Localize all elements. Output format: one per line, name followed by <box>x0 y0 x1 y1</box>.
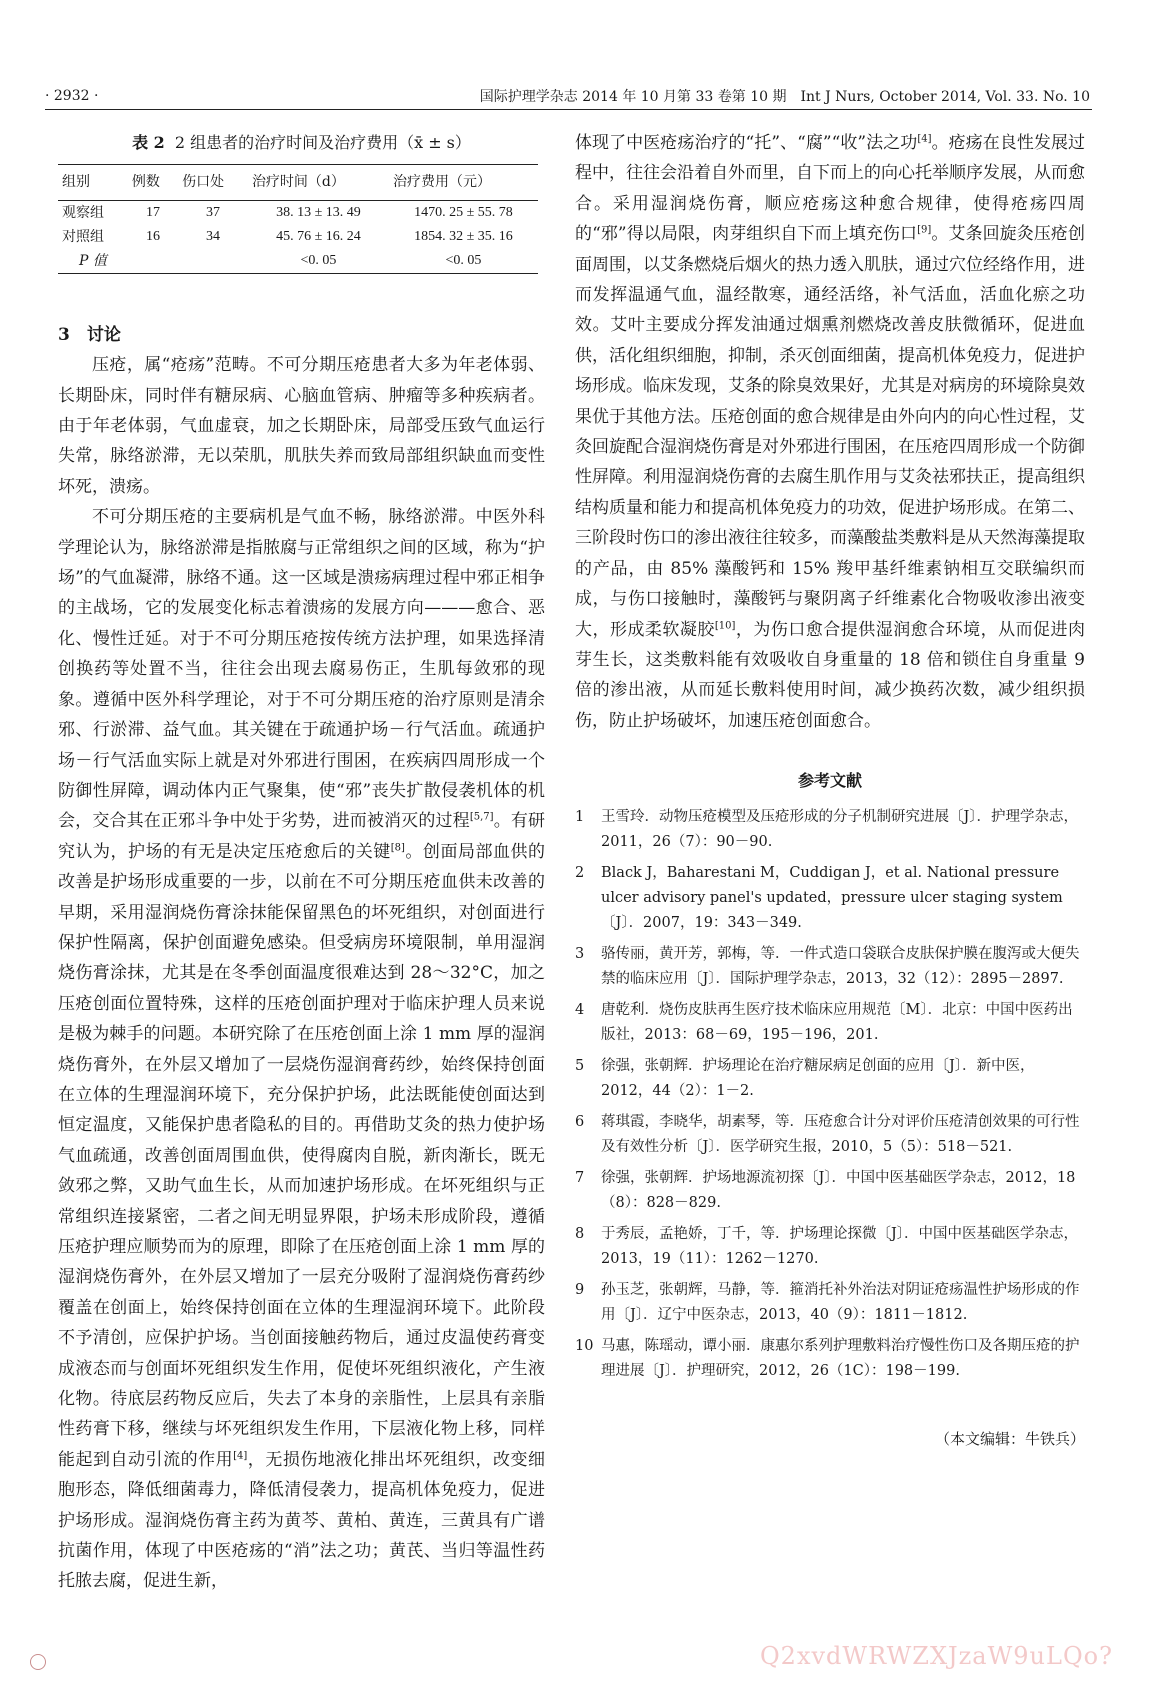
paragraph-text: ，为伤口愈合提供湿润愈合环境，从而促进肉芽生长，这类敷料能有效吸收自身重量的 18 倍和锁住自身重量 9 倍的渗出液，从而延长敷料使用时间，减少换药次数，减少组织损伤，防止护场破坏，加速压疮创面愈合。 <box>575 619 1086 731</box>
table-caption <box>58 128 545 158</box>
table-header-cell: 治疗费用（元） <box>389 165 538 200</box>
reference-item <box>575 1278 1085 1328</box>
reference-item <box>575 805 1085 855</box>
table-cell: 34 <box>206 228 221 244</box>
publisher-logo <box>30 1654 50 1670</box>
reference-number: 1 <box>575 808 585 825</box>
paragraph-text: 有研究认为，护场的有无是决定压疮愈后的关键 <box>58 811 546 862</box>
page-number: · 2932 · <box>45 88 99 104</box>
paragraph-text: 。创面局部血供的改善是护场形成重要的一步，以前在不可分期压疮血供未改善的早期，采用湿润烧伤膏涂抹能保留黑色的坏死组织，对创面进行保护性隔离，保护创面避免感染。但受病房环境限制，单用湿润烧伤膏涂抹，尤其是在冬季创面温度很难达到 28～32°C，加之压疮创面位置特殊，这样的压疮创面护理对于临床护理人员来说是极为棘手的问题。本研究除了在压疮创面上涂 1 mm 厚的湿润烧伤膏外，在外层又增加了一层烧伤湿润膏药纱，始终保持创面在立体的生理湿润环境下，充分保护护场，此法既能使创面达到恒定温度，又能保护患者隐私的目的。再借助艾灸的热力使护场气血疏通，改善创面周围血供，使得腐肉自脱，新肉渐长，既无敛邪之弊，又助气血生长，从而加速护场形成。在坏死组织与正常组织连接紧密，二者之间无明显界限，护场未形成阶段，遵循压疮护理应顺势而为的原理，即除了在压疮创面上涂 1 mm 厚的湿润烧伤膏外，在外层又增加了一层充分吸附了湿润烧伤膏药纱覆盖在创面上，始终保持创面在立体的生理湿润环境下。此阶段不予清创，应保护护场。当创面接触药物后，通过皮温使药膏变成液态而与创面坏死组织发生作用，促使坏死组织液化，产生液化物。待底层药物反应后，失去了本身的亲脂性，上层具有亲脂性药膏下移，继续与坏死组织发生作用，下层液化物上移，同样能起到自动引流的作用 <box>58 841 546 1470</box>
table-header-cell: 例数 <box>128 165 178 200</box>
table-header-row <box>58 165 538 200</box>
reference-number: 5 <box>575 1057 585 1074</box>
reference-text: 王雪玲．动物压疮模型及压疮形成的分子机制研究进展〔J〕．护理学杂志，2011，26（7）：90－90. <box>601 808 1079 850</box>
table-row <box>58 200 538 225</box>
table-caption-text: 2 组患者的治疗时间及治疗费用（x̄ ± s） <box>174 133 471 152</box>
running-header: 国际护理学杂志 2014 年 10 月第 33 卷第 10 期 Int J Nurs, October 2014, Vol. 33. No. 10 <box>479 89 1090 105</box>
citation: [4] <box>233 1450 248 1462</box>
reference-item <box>575 1054 1085 1104</box>
table-row-p-value <box>58 249 538 274</box>
citation: [4] <box>917 133 932 145</box>
header-rule <box>45 109 1092 110</box>
table-header-cell: 组别 <box>58 165 128 200</box>
reference-text: 徐强，张朝辉．护场地源流初探〔J〕．中国中医基础医学杂志，2012，18（8）：828－829. <box>601 1169 1076 1211</box>
table-cell: 对照组 <box>62 228 104 245</box>
table-cell: 37 <box>206 204 221 220</box>
table-cell: 观察组 <box>62 204 104 221</box>
table-caption-label: 表 2 <box>132 133 165 152</box>
table-header-cell: 治疗时间（d） <box>248 165 389 200</box>
reference-item <box>575 861 1085 936</box>
citation: [8] <box>390 842 405 854</box>
table-cell-empty <box>178 249 248 274</box>
references-list <box>575 805 1085 1384</box>
reference-text: 马惠，陈瑶动，谭小丽．康惠尔系列护理敷料治疗慢性伤口及各期压疮的护理进展〔J〕．护理研究，2012，26（1C）：198－199. <box>601 1337 1080 1379</box>
reference-number: 4 <box>575 1001 585 1018</box>
right-column <box>575 128 1085 1454</box>
reference-item <box>575 1166 1085 1216</box>
reference-text: 徐强，张朝辉．护场理论在治疗糖尿病足创面的应用〔J〕．新中医，2012，44（2）：1－2. <box>601 1057 1035 1099</box>
table-cell-empty <box>128 249 178 274</box>
reference-text: 骆传丽，黄开芳，郭梅，等．一件式造口袋联合皮肤保护膜在腹泻或大便失禁的临床应用〔J〕．国际护理学杂志，2013，32（12）：2895－2897. <box>601 945 1080 987</box>
reference-text: 孙玉芝，张朝辉，马静，等．箍消托补外治法对阴证疮疡温性护场形成的作用〔J〕．辽宁中医杂志，2013，40（9）：1811－1812. <box>601 1281 1080 1323</box>
p-value-label: P 值 <box>58 249 128 274</box>
left-column <box>58 128 545 1597</box>
reference-item <box>575 942 1085 992</box>
footer-watermark-code: Q2xvdWRWZXJzaW9uLQo? <box>760 1642 1113 1670</box>
table-cell: 17 <box>145 204 160 220</box>
p-value-time: <0. 05 <box>248 249 389 274</box>
citation: [9] <box>917 224 932 236</box>
reference-text: 唐乾利．烧伤皮肤再生医疗技术临床应用规范〔M〕．北京：中国中医药出版社，2013：68－69，195－196，201. <box>601 1001 1073 1043</box>
paragraph-text: ，无损伤地液化排出坏死组织，改变细胞形态，降低细菌毒力，降低清侵袭力，提高机体免疫力，促进护场形成。湿润烧伤膏主药为黄芩、黄柏、黄连，三黄具有广谱抗菌作用，体现了中医疮疡的“消”法之功；黄芪、当归等温性药托脓去腐，促进生新， <box>58 1449 546 1592</box>
paragraph: 不可分期压疮的主要病机是气血不畅，脉络淤滞。中医外科学理论认为，脉络淤滞是指脓腐与正常组织之间的区域，称为“护场”的气血凝滞，脉络不通。这一区域是溃疡病理过程中邪正相争的主战场，它的发展变化标志着溃疡的发展方向———愈合、恶化、慢性迁延。对于不可分期压疮按传统方法护理，如果选择清创换药等处置不当，往往会出现去腐易伤正，生肌每敛邪的现象。遵循中医外科学理论，对于不可分期压疮的治疗原则是清余邪、行淤滞、益气血。其关键在于疏通护场－行气活血。疏通护场－行气活血实际上就是对外邪进行围困，在疾病四周形成一个防御性屏障，调动体内正气聚集，使“邪”丧失扩散侵袭机体的机会，交合其在正邪斗争中处于劣势，进而被消灭的过程[5,7]。有研究认为，护场的有无是决定压疮愈后的关键[8]。创面局部血供的改善是护场形成重要的一步，以前在不可分期压疮血供未改善的早期，采用湿润烧伤膏涂抹能保留黑色的坏死组织，对创面进行保护性隔离，保护创面避免感染。但受病房环境限制，单用湿润烧伤膏涂抹，尤其是在冬季创面温度很难达到 28～32°C，加之压疮创面位置特殊，这样的压疮创面护理对于临床护理人员来说是极为棘手的问题。本研究除了在压疮创面上涂 1 mm 厚的湿润烧伤膏外，在外层又增加了一层烧伤湿润膏药纱，始终保持创面在立体的生理湿润环境下，充分保护护场，此法既能使创面达到恒定温度，又能保护患者隐私的目的。再借助艾灸的热力使护场气血疏通，改善创面周围血供，使得腐肉自脱，新肉渐长，既无敛邪之弊，又助气血生长，从而加速护场形成。在坏死组织与正常组织连接紧密，二者之间无明显界限，护场未形成阶段，遵循压疮护理应顺势而为的原理，即除了在压疮创面上涂 1 mm 厚的湿润烧伤膏外，在外层又增加了一层充分吸附了湿润烧伤膏药纱覆盖在创面上，始终保持创面在立体的生理湿润环境下。此阶段不予清创，应保护护场。当创面接触药物后，通过皮温使药膏变成液态而与创面坏死组织发生作用，促使坏死组织液化，产生液化物。待底层药物反应后，失去了本身的亲脂性，上层具有亲脂性药膏下移，继续与坏死组织发生作用，下层液化物上移，同样能起到自动引流的作用[4]，无损伤地液化排出坏死组织，改变细胞形态，降低细菌毒力，降低清侵袭力，提高机体免疫力，促进护场形成。湿润烧伤膏主药为黄芩、黄柏、黄连，三黄具有广谱抗菌作用，体现了中医疮疡的“消”法之功；黄芪、当归等温性药托脓去腐，促进生新， <box>58 507 546 1592</box>
paragraph-text: 。疮疡在良性发展过程中，往往会沿着自外而里，自下而上的向心托举顺序发展，从而愈合。采用湿润烧伤膏，顺应疮疡这种愈合规律，使得疮疡四周的“邪”得以局限，肉芽组织自下而上填充伤口 <box>575 133 1086 245</box>
reference-number: 7 <box>575 1169 585 1186</box>
paragraph-text: 体现了中医疮疡治疗的“托”、“腐”“收”法之功 <box>575 133 918 153</box>
citation: [10] <box>714 619 736 631</box>
reference-number: 9 <box>575 1281 585 1298</box>
reference-text: 于秀辰，孟艳娇，丁千，等．护场理论探微〔J〕．中国中医基础医学杂志，2013，19（11）：1262－1270. <box>601 1225 1079 1267</box>
section-title: 3 讨论 <box>58 324 121 345</box>
table-cell: 16 <box>145 228 160 244</box>
table-row <box>58 225 538 249</box>
results-table <box>58 164 538 273</box>
table-cell: 1854. 32 ± 35. 16 <box>414 228 513 244</box>
table-cell: 45. 76 ± 16. 24 <box>276 228 361 244</box>
editor-note: （本文编辑：牛铁兵） <box>934 1429 1085 1448</box>
reference-number: 2 <box>575 864 585 881</box>
paragraph-text: 。艾条回旋灸压疮创面周围，以艾条燃烧后烟火的热力透入肌肤，通过穴位经络作用，进而发挥温通气血，温经散寒，通经活络，补气活血，活血化瘀之功效。艾叶主要成分挥发油通过烟熏剂燃烧改善皮肤微循环，促进血供，活化组织细胞，抑制，杀灭创面细菌，提高机体免疫力，促进护场形成。临床发现，艾条的除臭效果好，尤其是对病房的环境除臭效果优于其他方法。压疮创面的愈合规律是由外向内的向心性过程，艾灸回旋配合湿润烧伤膏是对外邪进行围困，在压疮四周形成一个防御性屏障。利用湿润烧伤膏的去腐生肌作用与艾灸祛邪扶正，提高组织结构质量和能力和提高机体免疫力的功效，促进护场形成。在第二、三阶段时伤口的渗出液往往较多，而藻酸盐类敷料是从天然海藻提取的产品，由 85% 藻酸钙和 15% 羧甲基纤维素钠相互交联编织而成，与伤口接触时，藻酸钙与聚阴离子纤维素化合物吸收渗出液变大，形成柔软凝胶 <box>575 224 1085 640</box>
reference-item <box>575 998 1085 1048</box>
reference-number: 10 <box>575 1337 594 1354</box>
reference-item <box>575 1110 1085 1160</box>
reference-number: 3 <box>575 945 585 962</box>
citation: [5,7] <box>469 811 494 823</box>
references-title: 参考文献 <box>797 771 862 791</box>
reference-number: 6 <box>575 1113 585 1130</box>
table-header-cell: 伤口处 <box>178 165 248 200</box>
reference-number: 8 <box>575 1225 585 1242</box>
paragraph: 压疮，属“疮疡”范畴。不可分期压疮患者大多为年老体弱、长期卧床，同时伴有糖尿病、心脑血管病、肿瘤等多种疾病者。由于年老体弱，气血虚衰，加之长期卧床，局部受压致气血运行失常，脉络淤滞，无以荣肌，肌肤失养而致局部组织缺血而变性坏死，溃疡。 <box>58 355 545 497</box>
reference-text: Black J，Baharestani M，Cuddigan J，et al. National pressure ulcer advisory panel's updated，pressure ulcer staging system〔J〕．2007，19：343－349. <box>601 864 1063 931</box>
p-value-cost: <0. 05 <box>389 249 538 274</box>
reference-text: 蒋琪霞，李晓华，胡素琴，等．压疮愈合计分对评价压疮清创效果的可行性及有效性分析〔J〕．医学研究生报，2010，5（5）：518－521. <box>601 1113 1080 1155</box>
paragraph-continued <box>575 128 1085 736</box>
seal-icon <box>30 1654 46 1670</box>
reference-item <box>575 1334 1085 1384</box>
reference-item <box>575 1222 1085 1272</box>
paragraph-text: 不可分期压疮的主要病机是气血不畅，脉络淤滞。中医外科学理论认为，脉络淤滞是指脓腐与正常组织之间的区域，称为“护场”的气血凝滞，脉络不通。这一区域是溃疡病理过程中邪正相争的主战场，它的发展变化标志着溃疡的发展方向———愈合、恶化、慢性迁延。对于不可分期压疮按传统方法护理，如果选择清创换药等处置不当，往往会出现去腐易伤正，生肌每敛邪的现象。遵循中医外科学理论，对于不可分期压疮的治疗原则是清余邪、行淤滞、益气血。其关键在于疏通护场－行气活血。疏通护场－行气活血实际上就是对外邪进行围困，在疾病四周形成一个防御性屏障，调动体内正气聚集，使“邪”丧失扩散侵袭机体的机会，交合其在正邪斗争中处于劣势，进而被消灭的过程 <box>58 507 545 832</box>
table-cell: 38. 13 ± 13. 49 <box>276 204 361 220</box>
table-cell: 1470. 25 ± 55. 78 <box>414 204 513 220</box>
